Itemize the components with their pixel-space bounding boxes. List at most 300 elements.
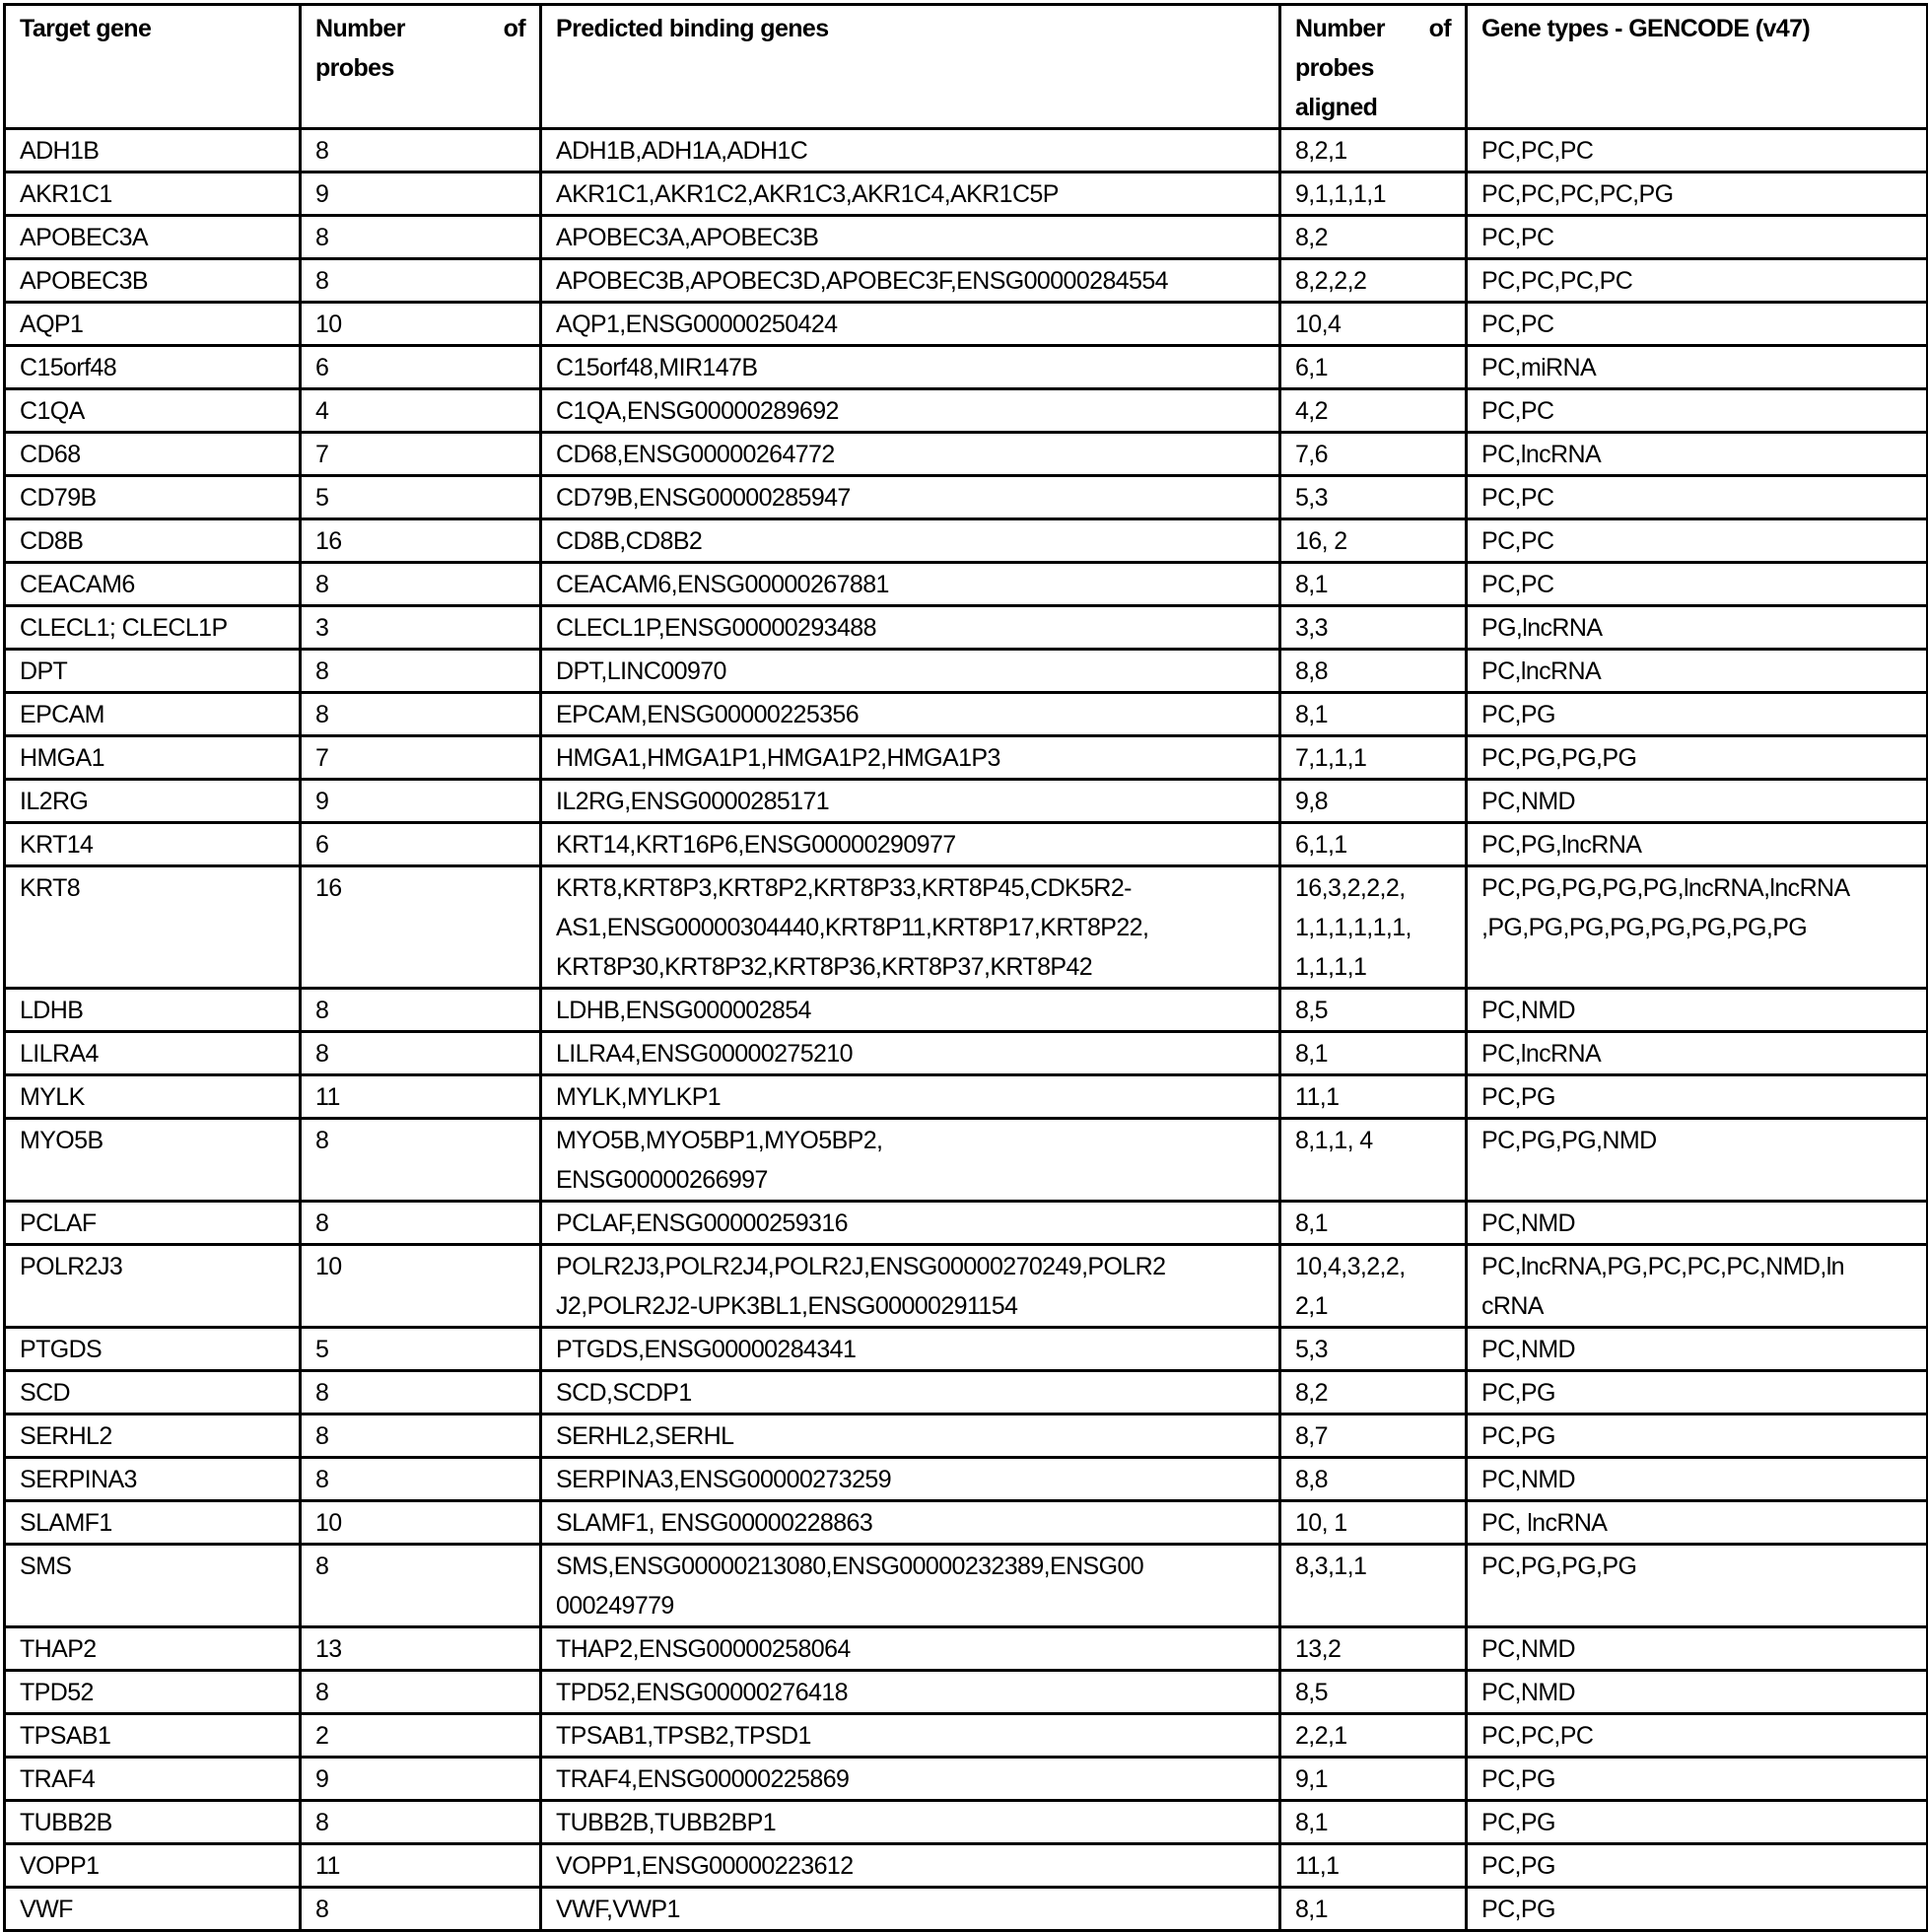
cell-number-of-probes: [301, 1328, 541, 1371]
table-body: [5, 129, 1928, 1931]
cell-number-of-probes-aligned: [1280, 346, 1467, 389]
cell-gene-types-text: PC,PG,PG,NMD: [1481, 1127, 1657, 1154]
cell-number-of-probes-aligned-text: 7,6: [1295, 441, 1328, 468]
cell-target-gene: [5, 1202, 301, 1245]
cell-number-of-probes: [301, 1032, 541, 1075]
cell-predicted-binding-genes: [541, 1714, 1280, 1758]
cell-target-gene: [5, 476, 301, 519]
cell-target-gene: [5, 172, 301, 216]
cell-gene-types: [1467, 1075, 1928, 1119]
cell-predicted-binding-genes: [541, 1501, 1280, 1545]
cell-number-of-probes-aligned-text: 10, 1: [1295, 1509, 1347, 1537]
cell-number-of-probes-aligned: [1280, 172, 1467, 216]
cell-number-of-probes-aligned-text: 8,1: [1295, 701, 1328, 728]
cell-number-of-probes: [301, 1075, 541, 1119]
cell-target-gene-text: CD8B: [20, 527, 84, 555]
cell-predicted-binding-genes: [541, 303, 1280, 346]
cell-gene-types-text: PC,miRNA: [1481, 354, 1597, 381]
cell-number-of-probes-aligned-text: 8,1: [1295, 571, 1328, 598]
cell-number-of-probes: [301, 346, 541, 389]
cell-target-gene: [5, 303, 301, 346]
table-row: [5, 1627, 1928, 1671]
cell-gene-types-text: PC,PC: [1481, 397, 1554, 425]
cell-number-of-probes-text: 9: [315, 1765, 329, 1793]
cell-gene-types-text: PC,NMD: [1481, 1679, 1576, 1706]
cell-target-gene: [5, 1844, 301, 1888]
cell-target-gene-text: PTGDS: [20, 1336, 103, 1363]
cell-predicted-binding-genes: [541, 736, 1280, 780]
cell-number-of-probes-aligned: [1280, 1501, 1467, 1545]
cell-target-gene: [5, 519, 301, 563]
cell-gene-types: [1467, 303, 1928, 346]
cell-target-gene-text: MYLK: [20, 1083, 85, 1111]
cell-predicted-binding-genes: [541, 1371, 1280, 1414]
cell-number-of-probes-text: 10: [315, 1253, 342, 1280]
table-row: [5, 736, 1928, 780]
cell-predicted-binding-genes: [541, 1032, 1280, 1075]
cell-target-gene: [5, 780, 301, 823]
cell-number-of-probes-aligned: [1280, 389, 1467, 433]
table-row: [5, 1414, 1928, 1458]
cell-predicted-binding-genes: [541, 693, 1280, 736]
cell-gene-types-text: PC,PC: [1481, 527, 1554, 555]
cell-target-gene: [5, 129, 301, 172]
cell-predicted-binding-genes-line: AS1,ENSG00000304440,KRT8P11,KRT8P17,KRT8P22,: [556, 914, 1149, 941]
cell-number-of-probes-aligned: [1280, 650, 1467, 693]
cell-target-gene: [5, 606, 301, 650]
cell-number-of-probes-aligned: [1280, 823, 1467, 866]
cell-target-gene: [5, 1075, 301, 1119]
cell-gene-types: [1467, 216, 1928, 259]
header-probes-word: probes: [315, 54, 394, 82]
cell-number-of-probes-text: 8: [315, 1466, 329, 1493]
cell-gene-types-text: PC,PG: [1481, 1083, 1555, 1111]
table-row: [5, 1714, 1928, 1758]
cell-number-of-probes-aligned-text: 8,5: [1295, 1679, 1328, 1706]
header-aligned-probes-word: probes: [1295, 54, 1374, 82]
cell-predicted-binding-genes-text: CD8B,CD8B2: [556, 527, 703, 555]
table-row: [5, 1671, 1928, 1714]
cell-predicted-binding-genes: [541, 1414, 1280, 1458]
cell-number-of-probes: [301, 389, 541, 433]
cell-gene-types: [1467, 780, 1928, 823]
cell-gene-types-text: PC,PG: [1481, 1422, 1555, 1450]
cell-number-of-probes-aligned-text: 8,2,1: [1295, 137, 1347, 165]
cell-number-of-probes-aligned: [1280, 216, 1467, 259]
cell-number-of-probes-aligned-text: 5,3: [1295, 1336, 1328, 1363]
cell-number-of-probes: [301, 1501, 541, 1545]
table-row: [5, 259, 1928, 303]
table-row: [5, 1371, 1928, 1414]
cell-target-gene-text: POLR2J3: [20, 1253, 123, 1280]
table-header: [5, 5, 1928, 129]
cell-gene-types-text: PC,PG: [1481, 701, 1555, 728]
cell-target-gene: [5, 823, 301, 866]
cell-predicted-binding-genes-line: J2,POLR2J2-UPK3BL1,ENSG00000291154: [556, 1292, 1018, 1320]
cell-gene-types-text: PC,lncRNA: [1481, 1040, 1602, 1068]
cell-number-of-probes-aligned: [1280, 1414, 1467, 1458]
cell-predicted-binding-genes-text: ADH1B,ADH1A,ADH1C: [556, 137, 808, 165]
cell-target-gene-text: CLECL1; CLECL1P: [20, 614, 228, 642]
cell-target-gene: [5, 563, 301, 606]
cell-number-of-probes-aligned: [1280, 1714, 1467, 1758]
cell-target-gene-text: CEACAM6: [20, 571, 135, 598]
cell-number-of-probes-aligned: [1280, 259, 1467, 303]
table-row: [5, 606, 1928, 650]
cell-number-of-probes: [301, 1844, 541, 1888]
cell-gene-types: [1467, 1844, 1928, 1888]
cell-gene-types: [1467, 1627, 1928, 1671]
cell-predicted-binding-genes-text: DPT,LINC00970: [556, 657, 726, 685]
cell-predicted-binding-genes: [541, 1458, 1280, 1501]
cell-number-of-probes-text: 2: [315, 1722, 329, 1750]
cell-number-of-probes-text: 13: [315, 1635, 342, 1663]
cell-gene-types-text: PC,PC,PC,PC,PG: [1481, 180, 1674, 208]
cell-target-gene: [5, 433, 301, 476]
cell-number-of-probes-aligned-text: 8,3,1,1: [1295, 1552, 1367, 1580]
cell-gene-types: [1467, 1545, 1928, 1627]
cell-predicted-binding-genes-text: HMGA1,HMGA1P1,HMGA1P2,HMGA1P3: [556, 744, 1000, 772]
cell-gene-types: [1467, 866, 1928, 989]
cell-target-gene-text: AKR1C1: [20, 180, 112, 208]
cell-number-of-probes-text: 8: [315, 1679, 329, 1706]
cell-number-of-probes-aligned: [1280, 1888, 1467, 1931]
cell-number-of-probes-text: 10: [315, 1509, 342, 1537]
cell-predicted-binding-genes-text: CEACAM6,ENSG00000267881: [556, 571, 889, 598]
cell-gene-types: [1467, 172, 1928, 216]
cell-predicted-binding-genes: [541, 1627, 1280, 1671]
cell-gene-types-text: PC,lncRNA: [1481, 657, 1602, 685]
cell-number-of-probes: [301, 519, 541, 563]
cell-number-of-probes-aligned: [1280, 780, 1467, 823]
cell-number-of-probes-aligned: [1280, 1458, 1467, 1501]
cell-number-of-probes: [301, 259, 541, 303]
header-aligned-line1: [1295, 9, 1451, 48]
table-row: [5, 1844, 1928, 1888]
cell-number-of-probes-text: 9: [315, 180, 329, 208]
table-row: [5, 1032, 1928, 1075]
cell-number-of-probes: [301, 1758, 541, 1801]
table-row: [5, 1458, 1928, 1501]
cell-predicted-binding-genes-text: VWF,VWP1: [556, 1896, 680, 1923]
header-predicted-binding-genes-label: Predicted binding genes: [556, 15, 829, 42]
header-number-of-probes: [301, 5, 541, 129]
header-of-word: of: [503, 15, 525, 42]
cell-target-gene: [5, 389, 301, 433]
cell-gene-types-text: PC,lncRNA: [1481, 441, 1602, 468]
cell-gene-types: [1467, 606, 1928, 650]
cell-gene-types: [1467, 1801, 1928, 1844]
cell-predicted-binding-genes-text: CLECL1P,ENSG00000293488: [556, 614, 876, 642]
cell-gene-types: [1467, 1888, 1928, 1931]
cell-number-of-probes-aligned: [1280, 1032, 1467, 1075]
cell-predicted-binding-genes-text: AQP1,ENSG00000250424: [556, 310, 838, 338]
cell-number-of-probes-aligned: [1280, 606, 1467, 650]
cell-target-gene: [5, 1501, 301, 1545]
cell-number-of-probes-aligned: [1280, 433, 1467, 476]
header-predicted-binding-genes: [541, 5, 1280, 129]
cell-gene-types: [1467, 519, 1928, 563]
cell-gene-types: [1467, 1371, 1928, 1414]
cell-gene-types-text: PC,PC: [1481, 484, 1554, 512]
table-row: [5, 1119, 1928, 1202]
cell-number-of-probes-text: 6: [315, 354, 329, 381]
header-aligned-word: aligned: [1295, 94, 1378, 121]
cell-number-of-probes-text: 11: [315, 1852, 340, 1880]
cell-number-of-probes-aligned-text: 8,8: [1295, 657, 1328, 685]
cell-gene-types-text: PC,NMD: [1481, 788, 1576, 815]
cell-number-of-probes: [301, 606, 541, 650]
cell-gene-types: [1467, 736, 1928, 780]
cell-target-gene-text: EPCAM: [20, 701, 104, 728]
cell-gene-types-text: PC,PG: [1481, 1809, 1555, 1836]
cell-number-of-probes: [301, 129, 541, 172]
cell-gene-types-text: PC,PC: [1481, 310, 1554, 338]
cell-predicted-binding-genes-text: PCLAF,ENSG00000259316: [556, 1209, 848, 1237]
cell-gene-types-text: PC,PC,PC,PC: [1481, 267, 1633, 295]
cell-number-of-probes-text: 8: [315, 1209, 329, 1237]
table-row: [5, 1245, 1928, 1328]
cell-target-gene-text: MYO5B: [20, 1127, 103, 1154]
cell-gene-types-line: PC,PG,PG,PG,PG,lncRNA,lncRNA: [1481, 874, 1850, 902]
cell-predicted-binding-genes: [541, 650, 1280, 693]
cell-gene-types-text: PC,PG,lncRNA: [1481, 831, 1642, 859]
cell-gene-types-text: PC,PC: [1481, 571, 1554, 598]
cell-target-gene-text: VWF: [20, 1896, 73, 1923]
cell-number-of-probes-text: 4: [315, 397, 329, 425]
cell-number-of-probes-text: 8: [315, 137, 329, 165]
cell-number-of-probes: [301, 172, 541, 216]
cell-predicted-binding-genes: [541, 1801, 1280, 1844]
cell-number-of-probes-aligned: [1280, 303, 1467, 346]
cell-predicted-binding-genes-text: KRT14,KRT16P6,ENSG00000290977: [556, 831, 956, 859]
cell-number-of-probes-text: 11: [315, 1083, 340, 1111]
cell-number-of-probes-aligned: [1280, 1245, 1467, 1328]
cell-predicted-binding-genes: [541, 606, 1280, 650]
cell-target-gene-text: THAP2: [20, 1635, 97, 1663]
cell-predicted-binding-genes-text: SLAMF1, ENSG00000228863: [556, 1509, 873, 1537]
cell-number-of-probes-aligned: [1280, 989, 1467, 1032]
cell-number-of-probes-aligned-text: 8,1,1, 4: [1295, 1127, 1373, 1154]
table-row: [5, 1801, 1928, 1844]
cell-number-of-probes-aligned: [1280, 1801, 1467, 1844]
table-row: [5, 303, 1928, 346]
cell-number-of-probes-text: 8: [315, 701, 329, 728]
table-row: [5, 346, 1928, 389]
cell-predicted-binding-genes-text: TRAF4,ENSG00000225869: [556, 1765, 850, 1793]
cell-predicted-binding-genes: [541, 780, 1280, 823]
cell-gene-types: [1467, 1714, 1928, 1758]
cell-gene-types-line: cRNA: [1481, 1292, 1544, 1320]
cell-target-gene: [5, 259, 301, 303]
cell-target-gene-text: AQP1: [20, 310, 84, 338]
cell-predicted-binding-genes-text: C15orf48,MIR147B: [556, 354, 758, 381]
cell-target-gene: [5, 216, 301, 259]
cell-number-of-probes: [301, 1202, 541, 1245]
cell-gene-types: [1467, 1758, 1928, 1801]
cell-number-of-probes-aligned-text: 9,8: [1295, 788, 1328, 815]
cell-number-of-probes-text: 8: [315, 1552, 329, 1580]
cell-gene-types-text: PC,PC,PC: [1481, 137, 1594, 165]
cell-target-gene-text: CD68: [20, 441, 81, 468]
cell-predicted-binding-genes: [541, 172, 1280, 216]
header-target-gene: [5, 5, 301, 129]
cell-predicted-binding-genes: [541, 476, 1280, 519]
cell-gene-types: [1467, 989, 1928, 1032]
cell-number-of-probes-aligned: [1280, 1075, 1467, 1119]
cell-predicted-binding-genes-line: 000249779: [556, 1592, 674, 1620]
cell-predicted-binding-genes-text: EPCAM,ENSG00000225356: [556, 701, 860, 728]
cell-gene-types: [1467, 1245, 1928, 1328]
cell-number-of-probes-aligned-text: 7,1,1,1: [1295, 744, 1367, 772]
cell-predicted-binding-genes: [541, 346, 1280, 389]
cell-gene-types: [1467, 476, 1928, 519]
cell-predicted-binding-genes: [541, 1075, 1280, 1119]
cell-number-of-probes-aligned: [1280, 1758, 1467, 1801]
cell-gene-types: [1467, 129, 1928, 172]
cell-gene-types-line: PC,lncRNA,PG,PC,PC,PC,NMD,ln: [1481, 1253, 1844, 1280]
cell-predicted-binding-genes-text: SERPINA3,ENSG00000273259: [556, 1466, 891, 1493]
table-row: [5, 129, 1928, 172]
cell-number-of-probes-aligned: [1280, 1328, 1467, 1371]
cell-predicted-binding-genes: [541, 1245, 1280, 1328]
cell-number-of-probes-aligned: [1280, 736, 1467, 780]
header-row: [5, 5, 1928, 129]
cell-predicted-binding-genes-text: TPD52,ENSG00000276418: [556, 1679, 848, 1706]
cell-gene-types-text: PC, lncRNA: [1481, 1509, 1608, 1537]
cell-target-gene-text: SMS: [20, 1552, 72, 1580]
cell-number-of-probes-aligned: [1280, 1671, 1467, 1714]
cell-number-of-probes-text: 7: [315, 441, 329, 468]
cell-number-of-probes-text: 16: [315, 527, 342, 555]
cell-number-of-probes: [301, 823, 541, 866]
table-row: [5, 1075, 1928, 1119]
cell-number-of-probes-aligned: [1280, 1627, 1467, 1671]
cell-predicted-binding-genes-text: LILRA4,ENSG00000275210: [556, 1040, 853, 1068]
header-number-of-probes-aligned: [1280, 5, 1467, 129]
cell-predicted-binding-genes: [541, 129, 1280, 172]
cell-number-of-probes-aligned-text: 11,1: [1295, 1852, 1340, 1880]
cell-predicted-binding-genes: [541, 1545, 1280, 1627]
gene-probe-table: [3, 3, 1928, 1932]
cell-target-gene: [5, 1671, 301, 1714]
cell-gene-types-text: PC,PG: [1481, 1379, 1555, 1407]
cell-number-of-probes-text: 9: [315, 788, 329, 815]
cell-number-of-probes-text: 5: [315, 1336, 329, 1363]
cell-number-of-probes-aligned-text: 9,1,1,1,1: [1295, 180, 1386, 208]
cell-number-of-probes-aligned-text: 8,1: [1295, 1896, 1328, 1923]
cell-number-of-probes-text: 8: [315, 1422, 329, 1450]
cell-predicted-binding-genes-text: THAP2,ENSG00000258064: [556, 1635, 851, 1663]
cell-number-of-probes-aligned-text: 16, 2: [1295, 527, 1347, 555]
cell-number-of-probes: [301, 866, 541, 989]
cell-predicted-binding-genes-line: MYO5B,MYO5BP1,MYO5BP2,: [556, 1127, 883, 1154]
cell-number-of-probes-aligned: [1280, 693, 1467, 736]
cell-number-of-probes: [301, 563, 541, 606]
cell-predicted-binding-genes-text: CD79B,ENSG00000285947: [556, 484, 851, 512]
cell-predicted-binding-genes: [541, 1119, 1280, 1202]
cell-predicted-binding-genes: [541, 1888, 1280, 1931]
cell-number-of-probes: [301, 1627, 541, 1671]
table-row: [5, 433, 1928, 476]
cell-number-of-probes-aligned-text: 6,1: [1295, 354, 1328, 381]
cell-target-gene-text: ADH1B: [20, 137, 100, 165]
cell-target-gene-text: TUBB2B: [20, 1809, 112, 1836]
cell-target-gene: [5, 693, 301, 736]
cell-number-of-probes-aligned-text: 11,1: [1295, 1083, 1340, 1111]
cell-predicted-binding-genes: [541, 1202, 1280, 1245]
table-row: [5, 216, 1928, 259]
cell-number-of-probes-aligned-text: 10,4: [1295, 310, 1342, 338]
cell-gene-types-text: PC,PC: [1481, 224, 1554, 251]
cell-gene-types: [1467, 1458, 1928, 1501]
cell-number-of-probes: [301, 780, 541, 823]
cell-number-of-probes-aligned-text: 8,1: [1295, 1209, 1328, 1237]
cell-target-gene-text: APOBEC3A: [20, 224, 148, 251]
cell-predicted-binding-genes-text: TUBB2B,TUBB2BP1: [556, 1809, 777, 1836]
cell-target-gene-text: TRAF4: [20, 1765, 96, 1793]
cell-gene-types-text: PC,NMD: [1481, 1466, 1576, 1493]
cell-predicted-binding-genes-text: AKR1C1,AKR1C2,AKR1C3,AKR1C4,AKR1C5P: [556, 180, 1059, 208]
cell-gene-types: [1467, 1202, 1928, 1245]
header-aligned-of-word: of: [1428, 15, 1451, 42]
cell-number-of-probes-aligned-text: 8,2,2,2: [1295, 267, 1367, 295]
cell-gene-types-text: PC,NMD: [1481, 997, 1576, 1024]
cell-target-gene-text: CD79B: [20, 484, 97, 512]
cell-gene-types-text: PC,PC,PC: [1481, 1722, 1594, 1750]
cell-number-of-probes-aligned-text: 8,8: [1295, 1466, 1328, 1493]
table-row: [5, 1328, 1928, 1371]
cell-number-of-probes-text: 8: [315, 997, 329, 1024]
cell-gene-types: [1467, 1501, 1928, 1545]
header-number-of-probes-line1: [315, 9, 525, 48]
cell-number-of-probes: [301, 303, 541, 346]
cell-target-gene-text: C15orf48: [20, 354, 117, 381]
table-row: [5, 1501, 1928, 1545]
cell-predicted-binding-genes: [541, 823, 1280, 866]
cell-target-gene: [5, 866, 301, 989]
cell-target-gene: [5, 346, 301, 389]
cell-number-of-probes-aligned-line: 1,1,1,1,1,1,: [1295, 914, 1412, 941]
cell-number-of-probes: [301, 1888, 541, 1931]
cell-gene-types: [1467, 650, 1928, 693]
cell-number-of-probes-text: 8: [315, 267, 329, 295]
cell-target-gene-text: TPD52: [20, 1679, 94, 1706]
cell-gene-types: [1467, 1032, 1928, 1075]
cell-target-gene: [5, 1714, 301, 1758]
table-row: [5, 823, 1928, 866]
cell-target-gene: [5, 989, 301, 1032]
table-row: [5, 476, 1928, 519]
cell-gene-types: [1467, 1119, 1928, 1202]
cell-number-of-probes-aligned-text: 8,1: [1295, 1040, 1328, 1068]
cell-target-gene-text: SERPINA3: [20, 1466, 137, 1493]
cell-predicted-binding-genes-line: KRT8P30,KRT8P32,KRT8P36,KRT8P37,KRT8P42: [556, 953, 1093, 981]
cell-target-gene: [5, 1801, 301, 1844]
cell-target-gene-text: KRT14: [20, 831, 94, 859]
cell-number-of-probes-aligned-text: 5,3: [1295, 484, 1328, 512]
cell-predicted-binding-genes-text: LDHB,ENSG000002854: [556, 997, 811, 1024]
cell-predicted-binding-genes-line: KRT8,KRT8P3,KRT8P2,KRT8P33,KRT8P45,CDK5R2-: [556, 874, 1132, 902]
cell-target-gene-text: KRT8: [20, 874, 81, 902]
cell-predicted-binding-genes-text: PTGDS,ENSG00000284341: [556, 1336, 857, 1363]
cell-target-gene-text: HMGA1: [20, 744, 104, 772]
cell-gene-types: [1467, 346, 1928, 389]
cell-predicted-binding-genes: [541, 866, 1280, 989]
cell-gene-types-text: PC,PG: [1481, 1765, 1555, 1793]
cell-gene-types-text: PC,PG: [1481, 1896, 1555, 1923]
cell-number-of-probes-text: 3: [315, 614, 329, 642]
